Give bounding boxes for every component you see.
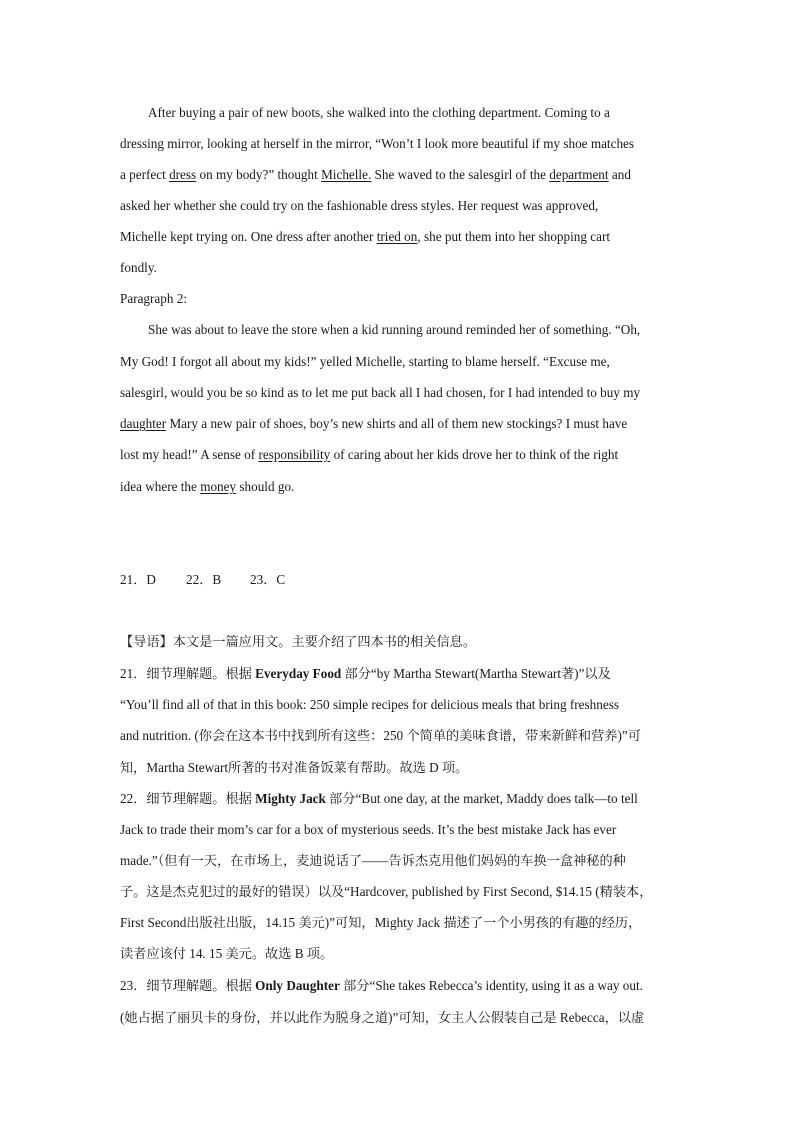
text-span: on my body?” thought <box>196 167 322 182</box>
q21-line1 <box>120 664 611 684</box>
text-span: She waved to the salesgirl of the <box>371 167 550 182</box>
book-title-mighty-jack: Mighty Jack <box>255 791 326 806</box>
underlined-word-dress: dress <box>169 167 197 182</box>
text-span: idea where the <box>120 479 201 494</box>
q22-line2: Jack to trade their mom’s car for a box of mysterious seeds. It’s the best mistake Jack has ever <box>120 822 617 837</box>
q21-line2: “You’ll find all of that in this book: 250 simple recipes for delicious meals that bring freshness <box>120 697 619 712</box>
q22-line4: 子。这是杰克犯过的最好的错误）以及“Hardcover, published by First Second, $14.15 (精装本， <box>120 884 653 899</box>
paragraph2-line4 <box>120 414 627 434</box>
underlined-word-michelle: Michelle. <box>321 167 372 182</box>
text-span: 22．细节理解题。根据 <box>120 791 256 806</box>
answer-23: 23．C <box>250 572 286 587</box>
text-span: a perfect <box>120 167 170 182</box>
q23-line1 <box>120 976 643 996</box>
guide-text: 【导语】本文是一篇应用文。主要介绍了四本书的相关信息。 <box>120 634 477 649</box>
underlined-word-tried-on: tried on <box>376 229 418 244</box>
text-span: 部分“She takes Rebecca’s identity, using it as a way out. <box>339 978 643 993</box>
book-title-only-daughter: Only Daughter <box>255 978 340 993</box>
paragraph1-line4: asked her whether she could try on the fashionable dress styles. Her request was approved, <box>120 198 599 213</box>
text-span: , she put them into her shopping cart <box>417 229 611 244</box>
text-span: Michelle kept trying on. One dress after another <box>120 229 377 244</box>
text-span: lost my head!” A sense of <box>120 447 259 462</box>
book-title-everyday-food: Everyday Food <box>255 666 342 681</box>
paragraph1-line5 <box>120 227 610 247</box>
answer-21: 21．D <box>120 572 156 587</box>
text-span: 部分“by Martha Stewart(Martha Stewart著)”以及 <box>341 666 611 681</box>
paragraph2-label: Paragraph 2: <box>120 291 188 306</box>
q22-line3: made.”（但有一天，在市场上，麦迪说话了——告诉杰克用他们妈妈的车换一盒神秘的种 <box>120 853 626 868</box>
paragraph1-line1: After buying a pair of new boots, she walked into the clothing department. Coming to a <box>148 105 610 120</box>
answer-22: 22．B <box>186 572 222 587</box>
paragraph2-line2: My God! I forgot all about my kids!” yelled Michelle, starting to blame herself. “Excuse me, <box>120 354 610 369</box>
answer-key <box>120 570 285 590</box>
underlined-word-department: department <box>549 167 609 182</box>
text-span: 部分“But one day, at the market, Maddy does talk—to tell <box>325 791 638 806</box>
q23-line2: (她占据了丽贝卡的身份，并以此作为脱身之道)”可知，女主人公假装自己是 Rebecca，以虚 <box>120 1010 645 1025</box>
q21-line3: and nutrition. (你会在这本书中找到所有这些：250 个简单的美味食谱，带来新鲜和营养)”可 <box>120 728 641 743</box>
text-span: of caring about her kids drove her to think of the right <box>330 447 619 462</box>
q21-line4: 知，Martha Stewart所著的书对准备饭菜有帮助。故选 D 项。 <box>120 760 469 775</box>
text-span: 21．细节理解题。根据 <box>120 666 256 681</box>
paragraph2-line5 <box>120 445 618 465</box>
underlined-word-daughter: daughter <box>120 416 167 431</box>
paragraph1-line2: dressing mirror, looking at herself in the mirror, “Won’t I look more beautiful if my shoe matches <box>120 136 635 151</box>
text-span: and <box>608 167 631 182</box>
paragraph2-line6 <box>120 477 294 497</box>
paragraph2-line3: salesgirl, would you be so kind as to let me put back all I had chosen, for I had intended to buy my <box>120 385 641 400</box>
paragraph1-line6: fondly. <box>120 260 157 275</box>
underlined-word-responsibility: responsibility <box>258 447 331 462</box>
paragraph1-line3 <box>120 165 631 185</box>
underlined-word-money: money <box>200 479 237 494</box>
q22-line1 <box>120 789 638 809</box>
text-span: Mary a new pair of shoes, boy’s new shirts and all of them new stockings? I must have <box>166 416 628 431</box>
q22-line5: First Second出版社出版，14.15 美元)”可知，Mighty Jack 描述了一个小男孩的有趣的经历， <box>120 915 642 930</box>
text-span: should go. <box>236 479 295 494</box>
paragraph2-line1: She was about to leave the store when a kid running around reminded her of something. “Oh, <box>148 322 641 337</box>
text-span: 23．细节理解题。根据 <box>120 978 256 993</box>
q22-line6: 读者应该付 14. 15 美元。故选 B 项。 <box>120 946 334 961</box>
